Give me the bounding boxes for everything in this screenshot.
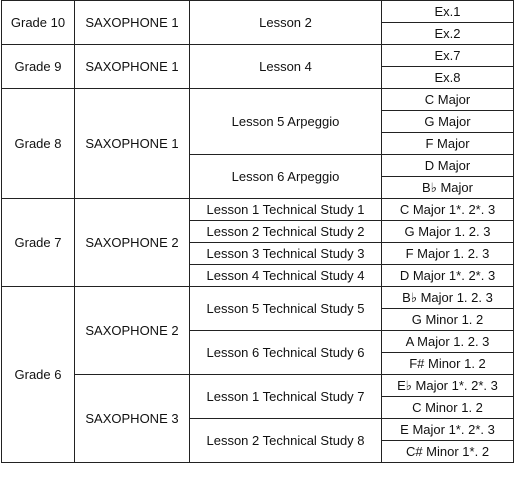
lesson-cell: Lesson 1 Technical Study 7: [190, 375, 382, 419]
lesson-cell: Lesson 3 Technical Study 3: [190, 243, 382, 265]
exercise-cell: Ex.2: [382, 23, 514, 45]
lesson-cell: Lesson 5 Technical Study 5: [190, 287, 382, 331]
book-cell: SAXOPHONE 1: [75, 89, 190, 199]
lesson-cell: Lesson 4: [190, 45, 382, 89]
grade-cell: Grade 7: [2, 199, 75, 287]
exercise-cell: B♭ Major 1. 2. 3: [382, 287, 514, 309]
exercise-cell: G Major: [382, 111, 514, 133]
lesson-cell: Lesson 5 Arpeggio: [190, 89, 382, 155]
exercise-cell: C Major: [382, 89, 514, 111]
table-row: [2, 287, 514, 309]
table-row: [2, 1, 514, 23]
book-cell: SAXOPHONE 3: [75, 375, 190, 463]
lesson-cell: Lesson 2 Technical Study 2: [190, 221, 382, 243]
lesson-cell: Lesson 4 Technical Study 4: [190, 265, 382, 287]
exercise-cell: E Major 1*. 2*. 3: [382, 419, 514, 441]
exercise-cell: C Major 1*. 2*. 3: [382, 199, 514, 221]
syllabus-table: [1, 0, 514, 463]
exercise-cell: B♭ Major: [382, 177, 514, 199]
exercise-cell: G Major 1. 2. 3: [382, 221, 514, 243]
exercise-cell: E♭ Major 1*. 2*. 3: [382, 375, 514, 397]
table-row: [2, 45, 514, 67]
exercise-cell: Ex.8: [382, 67, 514, 89]
exercise-cell: A Major 1. 2. 3: [382, 331, 514, 353]
lesson-cell: Lesson 2 Technical Study 8: [190, 419, 382, 463]
exercise-cell: D Major: [382, 155, 514, 177]
exercise-cell: F Major 1. 2. 3: [382, 243, 514, 265]
syllabus-table-body: [2, 1, 514, 463]
table-row: [2, 199, 514, 221]
book-cell: SAXOPHONE 2: [75, 287, 190, 375]
exercise-cell: Ex.7: [382, 45, 514, 67]
lesson-cell: Lesson 6 Arpeggio: [190, 155, 382, 199]
table-row: [2, 89, 514, 111]
grade-cell: Grade 6: [2, 287, 75, 463]
exercise-cell: D Major 1*. 2*. 3: [382, 265, 514, 287]
lesson-cell: Lesson 1 Technical Study 1: [190, 199, 382, 221]
book-cell: SAXOPHONE 1: [75, 1, 190, 45]
book-cell: SAXOPHONE 2: [75, 199, 190, 287]
lesson-cell: Lesson 2: [190, 1, 382, 45]
exercise-cell: F# Minor 1. 2: [382, 353, 514, 375]
book-cell: SAXOPHONE 1: [75, 45, 190, 89]
lesson-cell: Lesson 6 Technical Study 6: [190, 331, 382, 375]
exercise-cell: G Minor 1. 2: [382, 309, 514, 331]
grade-cell: Grade 10: [2, 1, 75, 45]
table-row: [2, 375, 514, 397]
exercise-cell: C# Minor 1*. 2: [382, 441, 514, 463]
exercise-cell: Ex.1: [382, 1, 514, 23]
grade-cell: Grade 8: [2, 89, 75, 199]
exercise-cell: F Major: [382, 133, 514, 155]
exercise-cell: C Minor 1. 2: [382, 397, 514, 419]
grade-cell: Grade 9: [2, 45, 75, 89]
